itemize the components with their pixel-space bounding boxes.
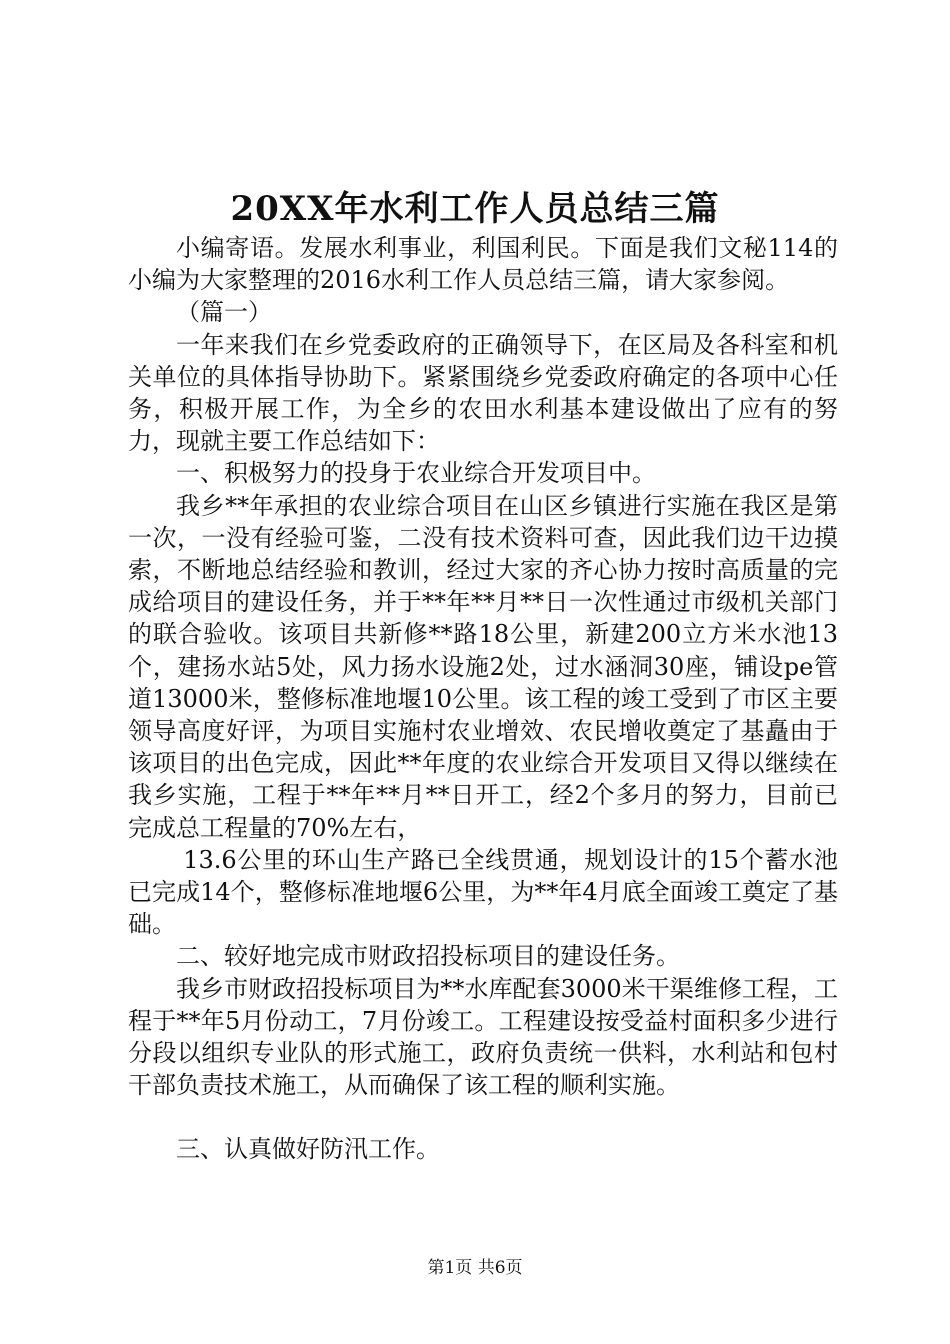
body-paragraph: 我乡市财政招投标项目为**水库配套3000米干渠维修工程，工程于**年5月份动工，7月份竣工。工程建设按受益村面积多少进行分段以组织专业队的形式施工，政府负责统一供料，水利站和包村干部负责技术施工，从而确保了该工程的顺利实施。 (128, 974, 838, 1100)
intro-paragraph: 小编寄语。发展水利事业，利国利民。下面是我们文秘114的小编为大家整理的2016水利工作人员总结三篇，请大家参阅。 (128, 234, 838, 295)
body-paragraph: 13.6公里的环山生产路已全线贯通，规划设计的15个蓄水池已完成14个，整修标准地堰6公里，为**年4月底全面竣工奠定了基础。 (128, 845, 838, 939)
section-heading: 三、认真做好防汛工作。 (176, 1135, 440, 1164)
body-paragraph: 我乡**年承担的农业综合项目在山区乡镇进行实施在我区是第一次，一没有经验可鉴，二没有技术资料可查，因此我们边干边摸索，不断地总结经验和教训，经过大家的齐心协力按时高质量的完成给项目的建设任务，并于**年**月**日一次性通过市级机关部门的联合验收。该项目共新修**路18公里，新建200立方米水池13个，建扬水站5处，风力扬水设施2处，过水涵洞30座，铺设pe管道13000米，整修标准地堰10公里。该工程的竣工受到了市区主要领导高度好评，为项目实施村农业增效、农民增收奠定了基矗由于该项目的出色完成，因此**年度的农业综合开发项目又得以继续在我乡实施，工程于**年**月**日开工，经2个多月的努力，目前已完成总工程量的70%左右， (128, 491, 838, 842)
page-footer: 第1页 共6页 (427, 1258, 523, 1278)
document-body (128, 232, 838, 1166)
document-title: 20XX年水利工作人员总结三篇 (230, 189, 720, 229)
section-label: （篇一） (176, 298, 272, 327)
section-heading: 一、积极努力的投身于农业综合开发项目中。 (176, 459, 656, 488)
section-heading: 二、较好地完成市财政招投标项目的建设任务。 (176, 942, 680, 971)
body-paragraph: 一年来我们在乡党委政府的正确领导下，在区局及各科室和机关单位的具体指导协助下。紧紧围绕乡党委政府确定的各项中心任务，积极开展工作，为全乡的农田水利基本建设做出了应有的努力，现就主要工作总结如下： (128, 330, 838, 456)
